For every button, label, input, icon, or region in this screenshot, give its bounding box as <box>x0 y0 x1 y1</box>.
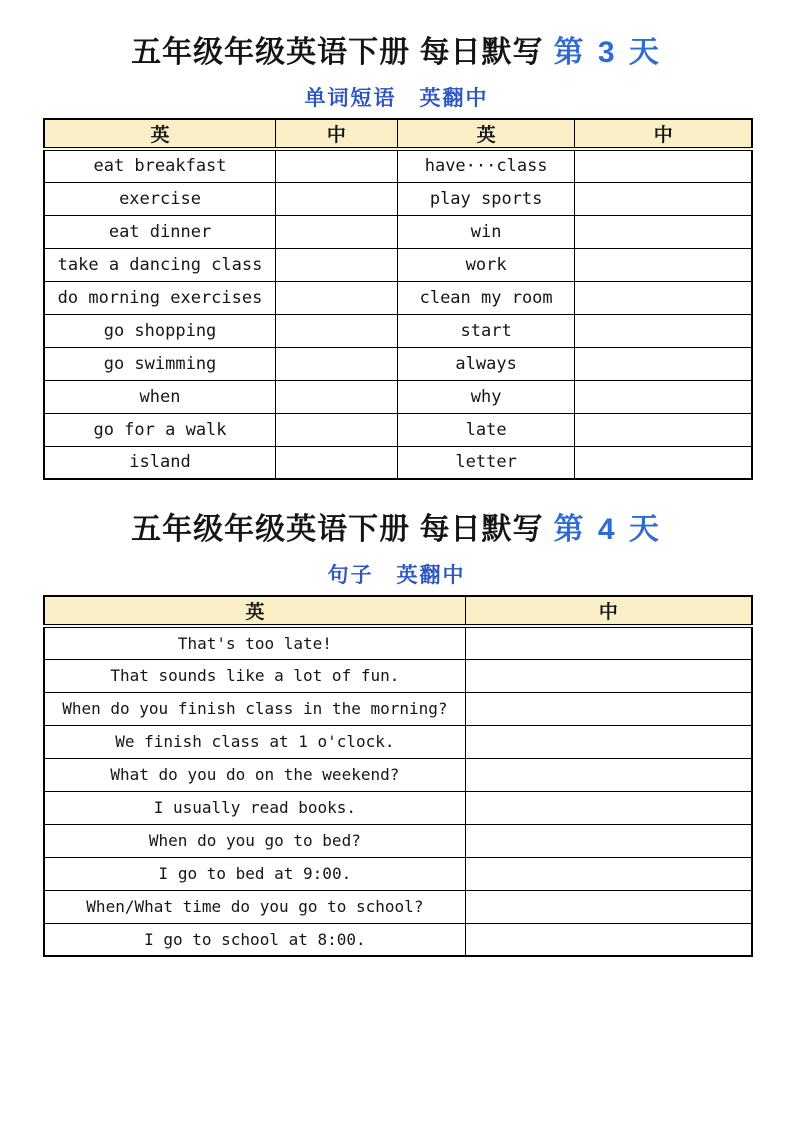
section-subtitle: 单词短语 英翻中 <box>304 86 489 110</box>
english-cell: I usually read books. <box>44 791 465 824</box>
english-cell: When do you finish class in the morning? <box>44 692 465 725</box>
chinese-column-header: 中 <box>276 119 398 149</box>
chinese-column-header: 中 <box>575 119 752 149</box>
chinese-answer-cell <box>575 347 752 380</box>
table-row <box>44 923 752 956</box>
chinese-answer-cell <box>575 149 752 182</box>
english-cell: That sounds like a lot of fun. <box>44 659 465 692</box>
chinese-answer-cell <box>276 347 398 380</box>
table-row <box>44 347 752 380</box>
table-row <box>44 725 752 758</box>
chinese-answer-cell <box>465 824 752 857</box>
chinese-answer-cell <box>276 446 398 479</box>
chinese-answer-cell <box>276 182 398 215</box>
table-row <box>44 758 752 791</box>
chinese-answer-cell <box>465 923 752 956</box>
english-cell: go shopping <box>44 314 276 347</box>
chinese-answer-cell <box>465 626 752 659</box>
english-cell: why <box>397 380 575 413</box>
chinese-answer-cell <box>276 149 398 182</box>
sentences-table <box>43 595 753 957</box>
chinese-answer-cell <box>465 659 752 692</box>
english-cell: take a dancing class <box>44 248 276 281</box>
chinese-answer-cell <box>575 248 752 281</box>
section-title-text: 五年级年级英语下册 每日默写 <box>131 513 544 546</box>
english-cell: island <box>44 446 276 479</box>
table-row <box>44 791 752 824</box>
chinese-answer-cell <box>276 314 398 347</box>
english-cell: play sports <box>397 182 575 215</box>
english-cell: have···class <box>397 149 575 182</box>
english-cell: work <box>397 248 575 281</box>
chinese-answer-cell <box>465 791 752 824</box>
english-cell: I go to school at 8:00. <box>44 923 465 956</box>
table-row <box>44 659 752 692</box>
chinese-answer-cell <box>575 281 752 314</box>
english-cell: eat dinner <box>44 215 276 248</box>
chinese-answer-cell <box>575 446 752 479</box>
vocabulary-table <box>43 118 753 480</box>
day3-section <box>0 34 793 480</box>
english-cell: letter <box>397 446 575 479</box>
table-row <box>44 281 752 314</box>
english-cell: We finish class at 1 o'clock. <box>44 725 465 758</box>
english-cell: What do you do on the weekend? <box>44 758 465 791</box>
chinese-answer-cell <box>276 281 398 314</box>
chinese-answer-cell <box>465 725 752 758</box>
chinese-answer-cell <box>575 182 752 215</box>
table-row <box>44 149 752 182</box>
english-cell: win <box>397 215 575 248</box>
english-cell: always <box>397 347 575 380</box>
table-row <box>44 626 752 659</box>
english-column-header: 英 <box>397 119 575 149</box>
section-title-text: 五年级年级英语下册 每日默写 <box>131 36 544 69</box>
section-title <box>0 34 793 72</box>
english-cell: go swimming <box>44 347 276 380</box>
table-row <box>44 857 752 890</box>
chinese-answer-cell <box>465 857 752 890</box>
english-cell: eat breakfast <box>44 149 276 182</box>
table-header-row <box>44 119 752 149</box>
chinese-column-header: 中 <box>465 596 752 626</box>
chinese-answer-cell <box>276 215 398 248</box>
chinese-answer-cell <box>465 758 752 791</box>
english-cell: start <box>397 314 575 347</box>
table-row <box>44 824 752 857</box>
table-row <box>44 314 752 347</box>
table-row <box>44 692 752 725</box>
english-cell: clean my room <box>397 281 575 314</box>
chinese-answer-cell <box>276 413 398 446</box>
english-cell: go for a walk <box>44 413 276 446</box>
table-row <box>44 413 752 446</box>
chinese-answer-cell <box>276 380 398 413</box>
day-number: 第 4 天 <box>553 513 662 546</box>
english-cell: That's too late! <box>44 626 465 659</box>
chinese-answer-cell <box>276 248 398 281</box>
table-row <box>44 248 752 281</box>
chinese-answer-cell <box>575 215 752 248</box>
chinese-answer-cell <box>575 413 752 446</box>
day4-section <box>0 511 793 957</box>
section-title <box>0 511 793 549</box>
table-row <box>44 182 752 215</box>
english-cell: When/What time do you go to school? <box>44 890 465 923</box>
section-subtitle: 句子 英翻中 <box>327 563 466 587</box>
table-row <box>44 215 752 248</box>
table-row <box>44 446 752 479</box>
english-cell: exercise <box>44 182 276 215</box>
english-cell: late <box>397 413 575 446</box>
chinese-answer-cell <box>465 692 752 725</box>
english-column-header: 英 <box>44 119 276 149</box>
english-cell: When do you go to bed? <box>44 824 465 857</box>
table-row <box>44 380 752 413</box>
english-cell: do morning exercises <box>44 281 276 314</box>
english-cell: I go to bed at 9:00. <box>44 857 465 890</box>
chinese-answer-cell <box>575 380 752 413</box>
chinese-answer-cell <box>575 314 752 347</box>
table-header-row <box>44 596 752 626</box>
english-column-header: 英 <box>44 596 465 626</box>
english-cell: when <box>44 380 276 413</box>
table-row <box>44 890 752 923</box>
day-number: 第 3 天 <box>553 36 662 69</box>
chinese-answer-cell <box>465 890 752 923</box>
